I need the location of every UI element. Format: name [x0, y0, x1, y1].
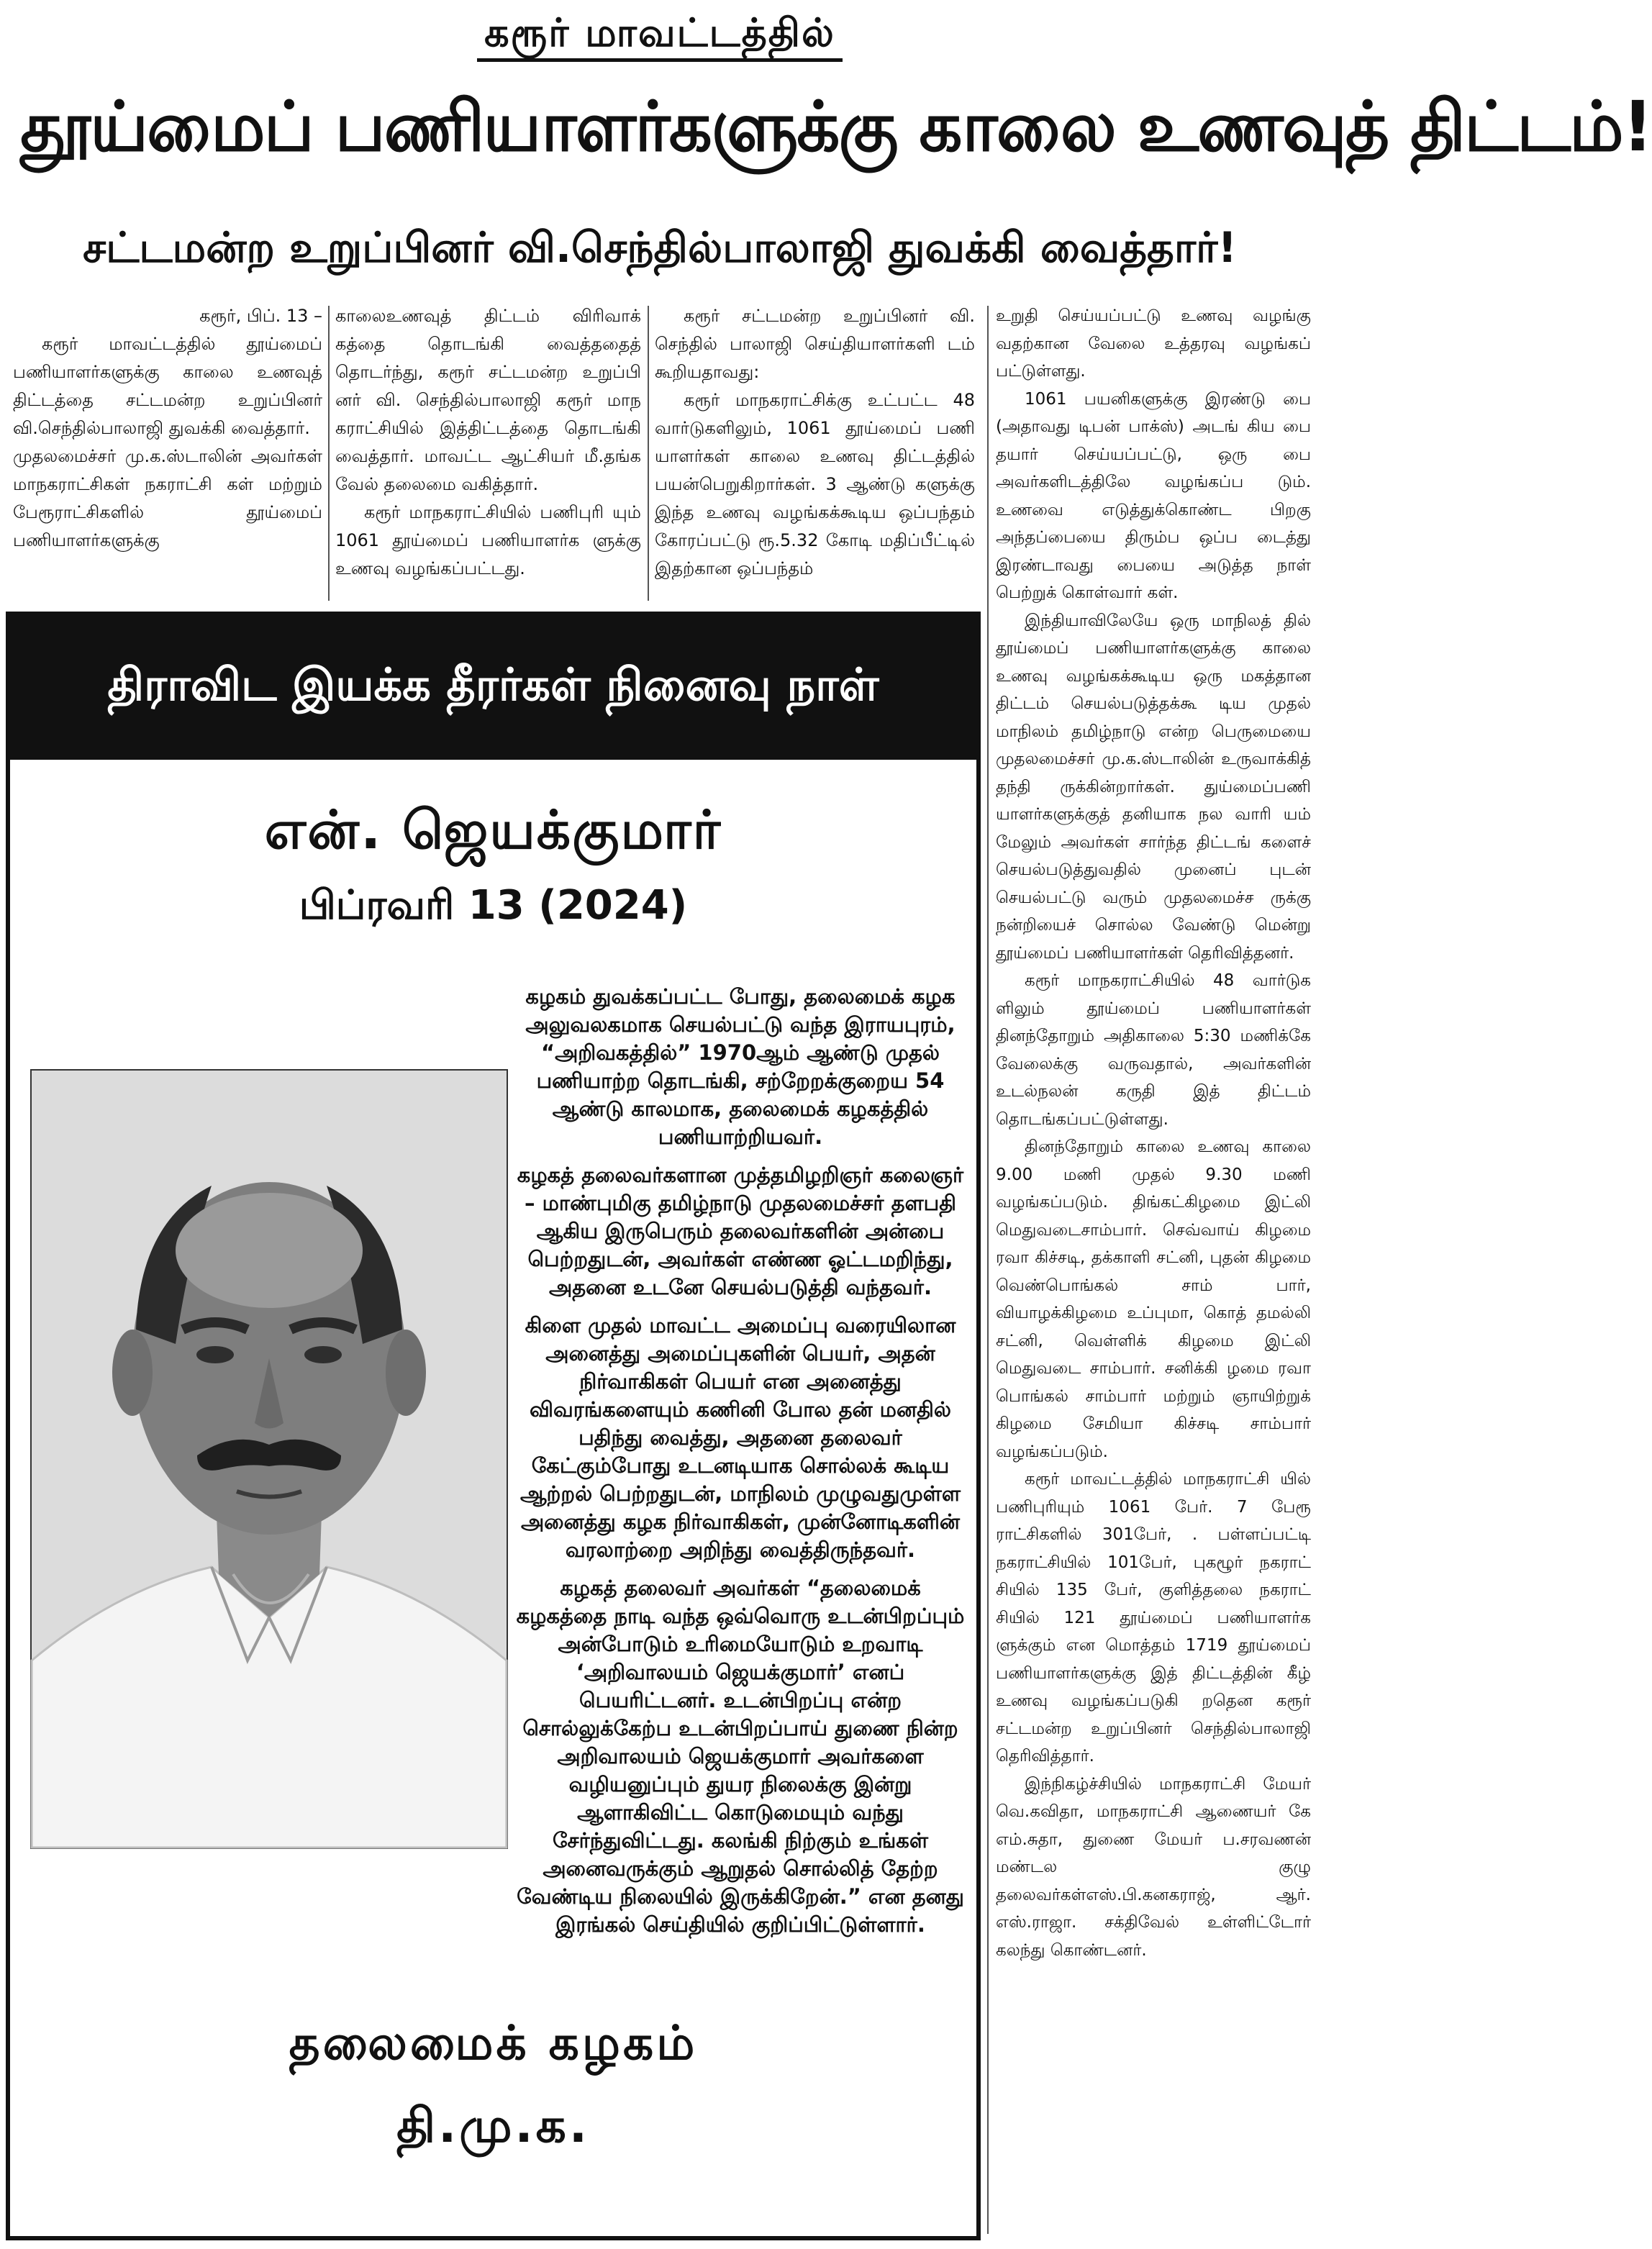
article-paragraph: கரூர் மாவட்டத்தில் தூய்மைப் பணியாளர்களுக்கு காலை உணவுத் திட்டத்தை சட்டமன்ற உறுப்பினர் வி.செந்தில்பாலாஜி துவக்கி வைத்தார். [13, 334, 322, 438]
ad-person-name: என். ஜெயக்குமார் [264, 799, 722, 861]
article-paragraph: கரூர் சட்டமன்ற உறுப்பினர் வி. செந்தில் பாலாஜி செய்தியாளர்களி டம் கூறியதாவது: [655, 306, 975, 382]
portrait-illustration [32, 1071, 507, 1848]
ad-date: பிப்ரவரி 13 (2024) [299, 882, 688, 929]
article-paragraph: முதலமைச்சர் மு.க.ஸ்டாலின் அவர்கள் மாநகராட்சிகள் நகராட்சி கள் மற்றும் பேரூராட்சிகளில் தூய்மைப் பணியாளர்களுக்கு [13, 446, 322, 550]
ad-paragraph: கழகத் தலைவர் அவர்கள் “தலைமைக் கழகத்தை நாடி வந்த ஒவ்வொரு உடன்பிறப்பும் அன்போடும் உரிமையோடும் உறவாடி ‘அறிவாலயம் ஜெயக்குமார்’ எனப் பெயரிட்டனர். உடன்பிறப்பு என்ற சொல்லுக்கேற்ப உடன்பிறப்பாய் துணை நின்ற அறிவாலயம் ஜெயக்குமார் அவர்களை வழியனுப்பும் துயர நிலைக்கு இன்று ஆளாகிவிட்ட கொடுமையும் வந்து சேர்ந்துவிட்டது. கலங்கி நிற்கும் உங்கள் அனைவருக்கும் ஆறுதல் சொல்லித் தேற்ற வேண்டிய நிலையில் இருக்கிறேன்.” என தனது இரங்கல் செய்தியில் குறிப்பிட்டுள்ளார். [516, 1576, 965, 1937]
article-paragraph: கரூர் மாநகராட்சிக்கு உட்பட்ட 48 வார்டுகளிலும், 1061 தூய்மைப் பணி யாளர்கள் காலை உணவு திட்டத்தில் பயன்பெறுகிறார்கள். 3 ஆண்டு களுக்கு இந்த உணவு வழங்கக்கூடிய ஒப்பந்தம் கோரப்பட்டு ரூ.5.32 கோடி மதிப்பீட்டில் இதற்கான ஒப்பந்தம் [655, 390, 975, 578]
article-paragraph: கரூர் மாவட்டத்தில் மாநகராட்சி யில் பணிபுரியும் 1061 பேர். 7 பேரூ ராட்சிகளில் 301பேர், . பள்ளப்பட்டி நகராட்சியில் 101பேர், புகழூர் நகராட் சியில் 135 பேர், குளித்தலை நகராட் சியில் 121 தூய்மைப் பணியாளர்க ளுக்கும் என மொத்தம் 1719 தூய்மைப் பணியாளர்களுக்கு இத் திட்டத்தின் கீழ் உணவு வழங்கப்படுகி றதென கரூர் சட்டமன்ற உறுப்பினர் செந்தில்பாலாஜி தெரிவித்தார். [996, 1470, 1311, 1766]
column-rule [648, 306, 649, 601]
article-paragraph: தினந்தோறும் காலை உணவு காலை 9.00 மணி முதல் 9.30 மணி வழங்கப்படும். திங்கட்கிழமை இட்லி மெதுவடைசாம்பார். செவ்வாய் கிழமை ரவா கிச்சடி, தக்காளி சட்னி, புதன் கிழமை வெண்பொங்கல் சாம் பார், வியாழக்கிழமை உப்புமா, கொத் தமல்லி சட்னி, வெள்ளிக் கிழமை இட்லி மெதுவடை சாம்பார். சனிக்கி ழமை ரவா பொங்கல் சாம்பார் மற்றும் ஞாயிற்றுக் கிழமை சேமியா கிச்சடி சாம்பார் வழங்கப்படும். [996, 1137, 1311, 1461]
article-paragraph: கரூர் மாநகராட்சியில் பணிபுரி யும் 1061 தூய்மைப் பணியாளர்க ளுக்கு உணவு வழங்கப்பட்டது. [335, 502, 641, 578]
ad-paragraph: கழகத் தலைவர்களான முத்தமிழறிஞர் கலைஞர் – மாண்புமிகு தமிழ்நாடு முதலமைச்சர் தளபதி ஆகிய இருபெரும் தலைவர்களின் அன்பை பெற்றதுடன், அவர்கள் எண்ண ஓட்டமறிந்து, அதனை உடனே செயல்படுத்தி வந்தவர். [517, 1163, 964, 1299]
article-paragraph: இந்தியாவிலேயே ஒரு மாநிலத் தில் தூய்மைப் பணியாளர்களுக்கு காலை உணவு வழங்கக்கூடிய ஒரு மகத்தான திட்டம் செயல்படுத்தக்கூ டிய முதல் மாநிலம் தமிழ்நாடு என்ற பெருமையை முதலமைச்சர் மு.க.ஸ்டாலின் உருவாக்கித் தந்தி ருக்கின்றார்கள். துய்மைப்பணி யாளர்களுக்குத் தனியாக நல வாரி யம் மேலும் அவர்கள் சார்ந்த திட்டங் களைச் செயல்படுத்துவதில் முனைப் புடன் செயல்பட்டு வரும் முதலமைச்ச ருக்கு நன்றியைச் சொல்ல வேண்டு மென்று தூய்மைப் பணியாளர்கள் தெரிவித்தனர். [996, 611, 1311, 963]
article-paragraph: உறுதி செய்யப்பட்டு உணவு வழங்கு வதற்கான வேலை உத்தரவு வழங்கப் பட்டுள்ளது. [996, 306, 1311, 381]
dateline: கரூர், பிப். 13 – [199, 306, 322, 326]
article-column-1 [13, 302, 322, 555]
ad-signature-line-2: தி.மு.க. [396, 2098, 590, 2153]
article-column-3 [655, 302, 975, 583]
article-column-4 [996, 302, 1311, 1964]
headline: தூய்மைப் பணியாளர்களுக்கு காலை உணவுத் திட்டம்! [20, 86, 1652, 167]
obituary-ad [6, 612, 981, 2240]
article-paragraph: இந்நிகழ்ச்சியில் மாநகராட்சி மேயர் வெ.கவிதா, மாநகராட்சி ஆணையர் கே எம்.சுதா, துணை மேயர் ப.சரவணன் மண்டல குழு தலைவர்கள்எஸ்.பி.கனகராஜ், ஆர். எஸ்.ராஜா. சக்திவேல் உள்ளிட்டோர் கலந்து கொண்டனர். [996, 1774, 1311, 1960]
kicker [0, 10, 1320, 61]
portrait-photo [30, 1069, 508, 1849]
article-paragraph: காலைஉணவுத் திட்டம் விரிவாக் கத்தை தொடங்கி வைத்ததைத் தொடர்ந்து, கரூர் சட்டமன்ற உறுப்பி னர் வி. செந்தில்பாலாஜி கரூர் மாந கராட்சியில் இத்திட்டத்தை தொடங்கி வைத்தார். மாவட்ட ஆட்சியர் மீ.தங்க வேல் தலைமை வகித்தார். [335, 306, 641, 494]
ad-tribute-text [514, 983, 967, 1949]
kicker-text: கரூர் மாவட்டத்தில் [477, 10, 843, 62]
article-paragraph: 1061 பயனிகளுக்கு இரண்டு பை (அதாவது டிபன் பாக்ஸ்) அடங் கிய பை தயார் செய்யப்பட்டு, ஒரு பை அவர்களிடத்திலே வழங்கப்ப டும். உணவை எடுத்துக்கொண்ட பிறகு அந்தப்பையை திரும்ப ஒப்ப டைத்து இரண்டாவது பையை அடுத்த நாள் பெற்றுக் கொள்வார் கள். [996, 389, 1311, 602]
article-paragraph: கரூர் மாநகராட்சியில் 48 வார்டுக ளிலும் தூய்மைப் பணியாளர்கள் தினந்தோறும் அதிகாலை 5:30 மணிக்கே வேலைக்கு வருவதால், அவர்களின் உடல்நலன் கருதி இத் திட்டம் தொடங்கப்பட்டுள்ளது. [996, 971, 1311, 1129]
article-column-2 [335, 302, 641, 583]
ad-banner: திராவிட இயக்க தீரர்கள் நினைவு நாள் [10, 616, 976, 760]
ad-signature-line-1: தலைமைக் கழகம் [289, 2015, 698, 2071]
column-rule [987, 306, 989, 2234]
subheadline: சட்டமன்ற உறுப்பினர் வி.செந்தில்பாலாஜி துவக்கி வைத்தார்! [83, 223, 1237, 272]
ad-paragraph: கழகம் துவக்கப்பட்ட போது, தலைமைக் கழக அலுவலகமாக செயல்பட்டு வந்த இராயபுரம், “அறிவகத்தில்” 1970ஆம் ஆண்டு முதல் பணியாற்ற தொடங்கி, சற்றேறக்குறைய 54 ஆண்டு காலமாக, தலைமைக் கழகத்தில் பணியாற்றியவர். [525, 984, 956, 1149]
column-rule [328, 306, 330, 601]
ad-paragraph: கிளை முதல் மாவட்ட அமைப்பு வரையிலான அனைத்து அமைப்புகளின் பெயர், அதன் நிர்வாகிகள் பெயர் என அனைத்து விவரங்களையும் கணினி போல தன் மனதில் பதிந்து வைத்து, அதனை தலைவர் கேட்கும்போது உடனடியாக சொல்லக் கூடிய ஆற்றல் பெற்றதுடன், மாநிலம் முழுவதுமுள்ள அனைத்து கழக நிர்வாகிகள், முன்னோடிகளின் வரலாற்றை அறிந்து வைத்திருந்தவர். [519, 1313, 961, 1562]
